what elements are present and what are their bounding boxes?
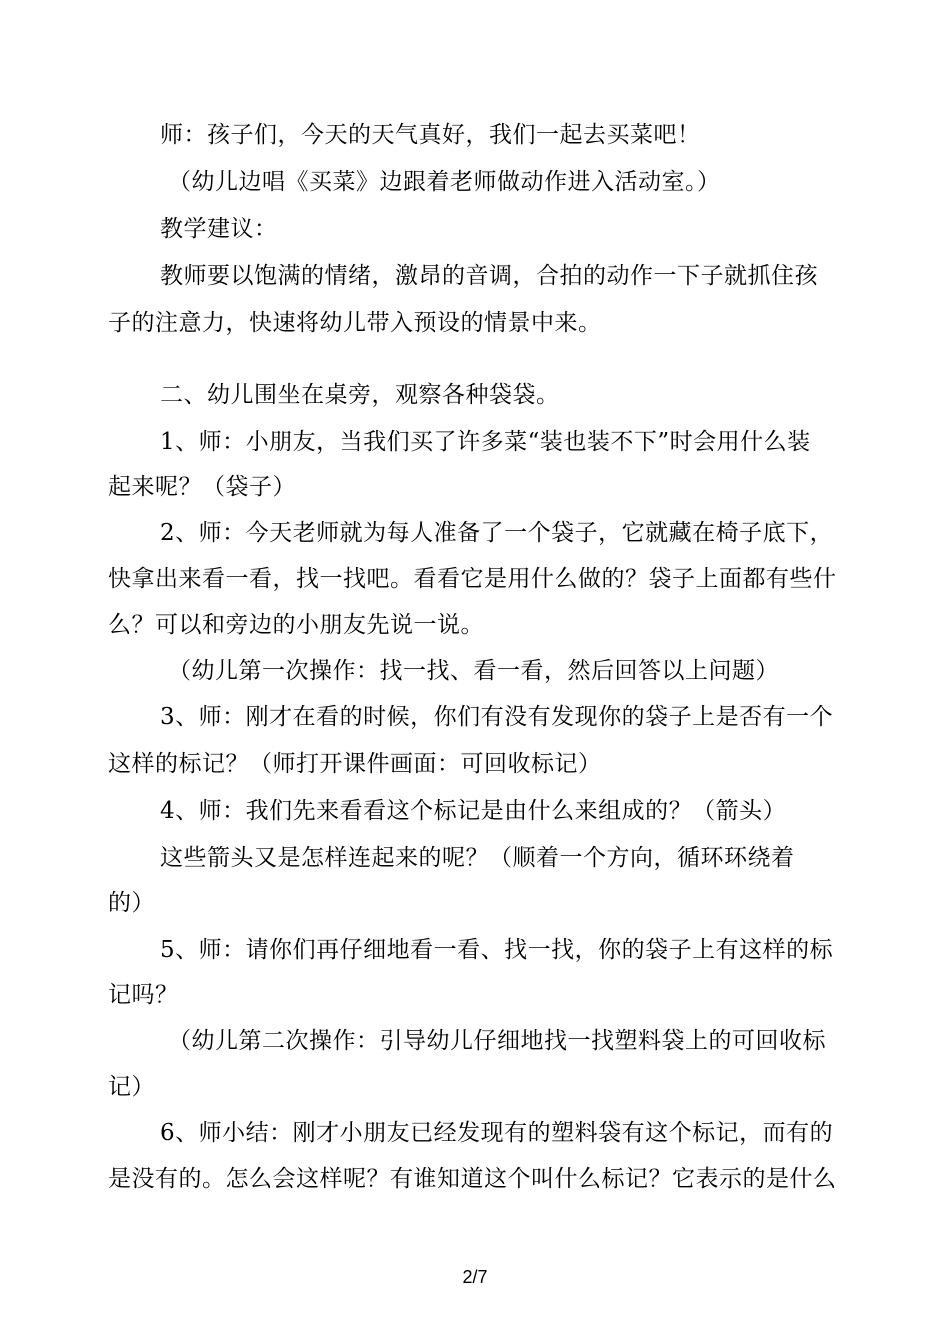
- text-line: 快拿出来看一看，找一找吧。看看它是用什么做的？袋子上面都有些什: [108, 566, 837, 592]
- page-number: 2/7: [462, 1267, 488, 1287]
- text-line: 记）: [108, 1074, 155, 1100]
- text-line: 子的注意力，快速将幼儿带入预设的情景中来。: [108, 310, 602, 336]
- text-line: （幼儿第一次操作：找一找、看一看，然后回答以上问题）: [168, 658, 779, 684]
- text-line: 3、师：刚才在看的时候，你们有没有发现你的袋子上是否有一个: [160, 704, 834, 730]
- text-line: 起来呢？（袋子）: [108, 474, 296, 500]
- text-line: 2、师：今天老师就为每人准备了一个袋子，它就藏在椅子底下，: [160, 520, 834, 546]
- text-line: 4、师：我们先来看看这个标记是由什么来组成的？（箭头）: [160, 798, 787, 824]
- text-line: （幼儿第二次操作：引导幼儿仔细地找一找塑料袋上的可回收标: [168, 1028, 826, 1054]
- text-line: 这样的标记？（师打开课件画面：可回收标记）: [108, 751, 602, 777]
- text-line: 教师要以饱满的情绪，激昂的音调，合拍的动作一下子就抓住孩: [160, 263, 818, 289]
- text-line: 6、师小结：刚才小朋友已经发现有的塑料袋有这个标记，而有的: [160, 1120, 834, 1146]
- text-line: （幼儿边唱《买菜》边跟着老师做动作进入活动室。）: [168, 169, 721, 195]
- text-line: 是没有的。怎么会这样呢？有谁知道这个叫什么标记？它表示的是什么: [108, 1166, 837, 1192]
- text-line: 的）: [108, 890, 155, 916]
- text-line: 么？可以和旁边的小朋友先说一说。: [108, 612, 484, 638]
- text-line: 这些箭头又是怎样连起来的呢？（顺着一个方向，循环环绕着: [160, 845, 795, 871]
- text-line: 教学建议：: [160, 216, 278, 242]
- text-line: 师：孩子们，今天的天气真好，我们一起去买菜吧！: [160, 122, 701, 148]
- text-line: 记吗？: [108, 982, 179, 1008]
- text-line: 1、师：小朋友，当我们买了许多菜“装也装不下”时会用什么装: [160, 429, 811, 455]
- section-heading: 二、幼儿围坐在桌旁，观察各种袋袋。: [160, 382, 560, 408]
- text-line: 5、师：请你们再仔细地看一看、找一找，你的袋子上有这样的标: [160, 937, 834, 963]
